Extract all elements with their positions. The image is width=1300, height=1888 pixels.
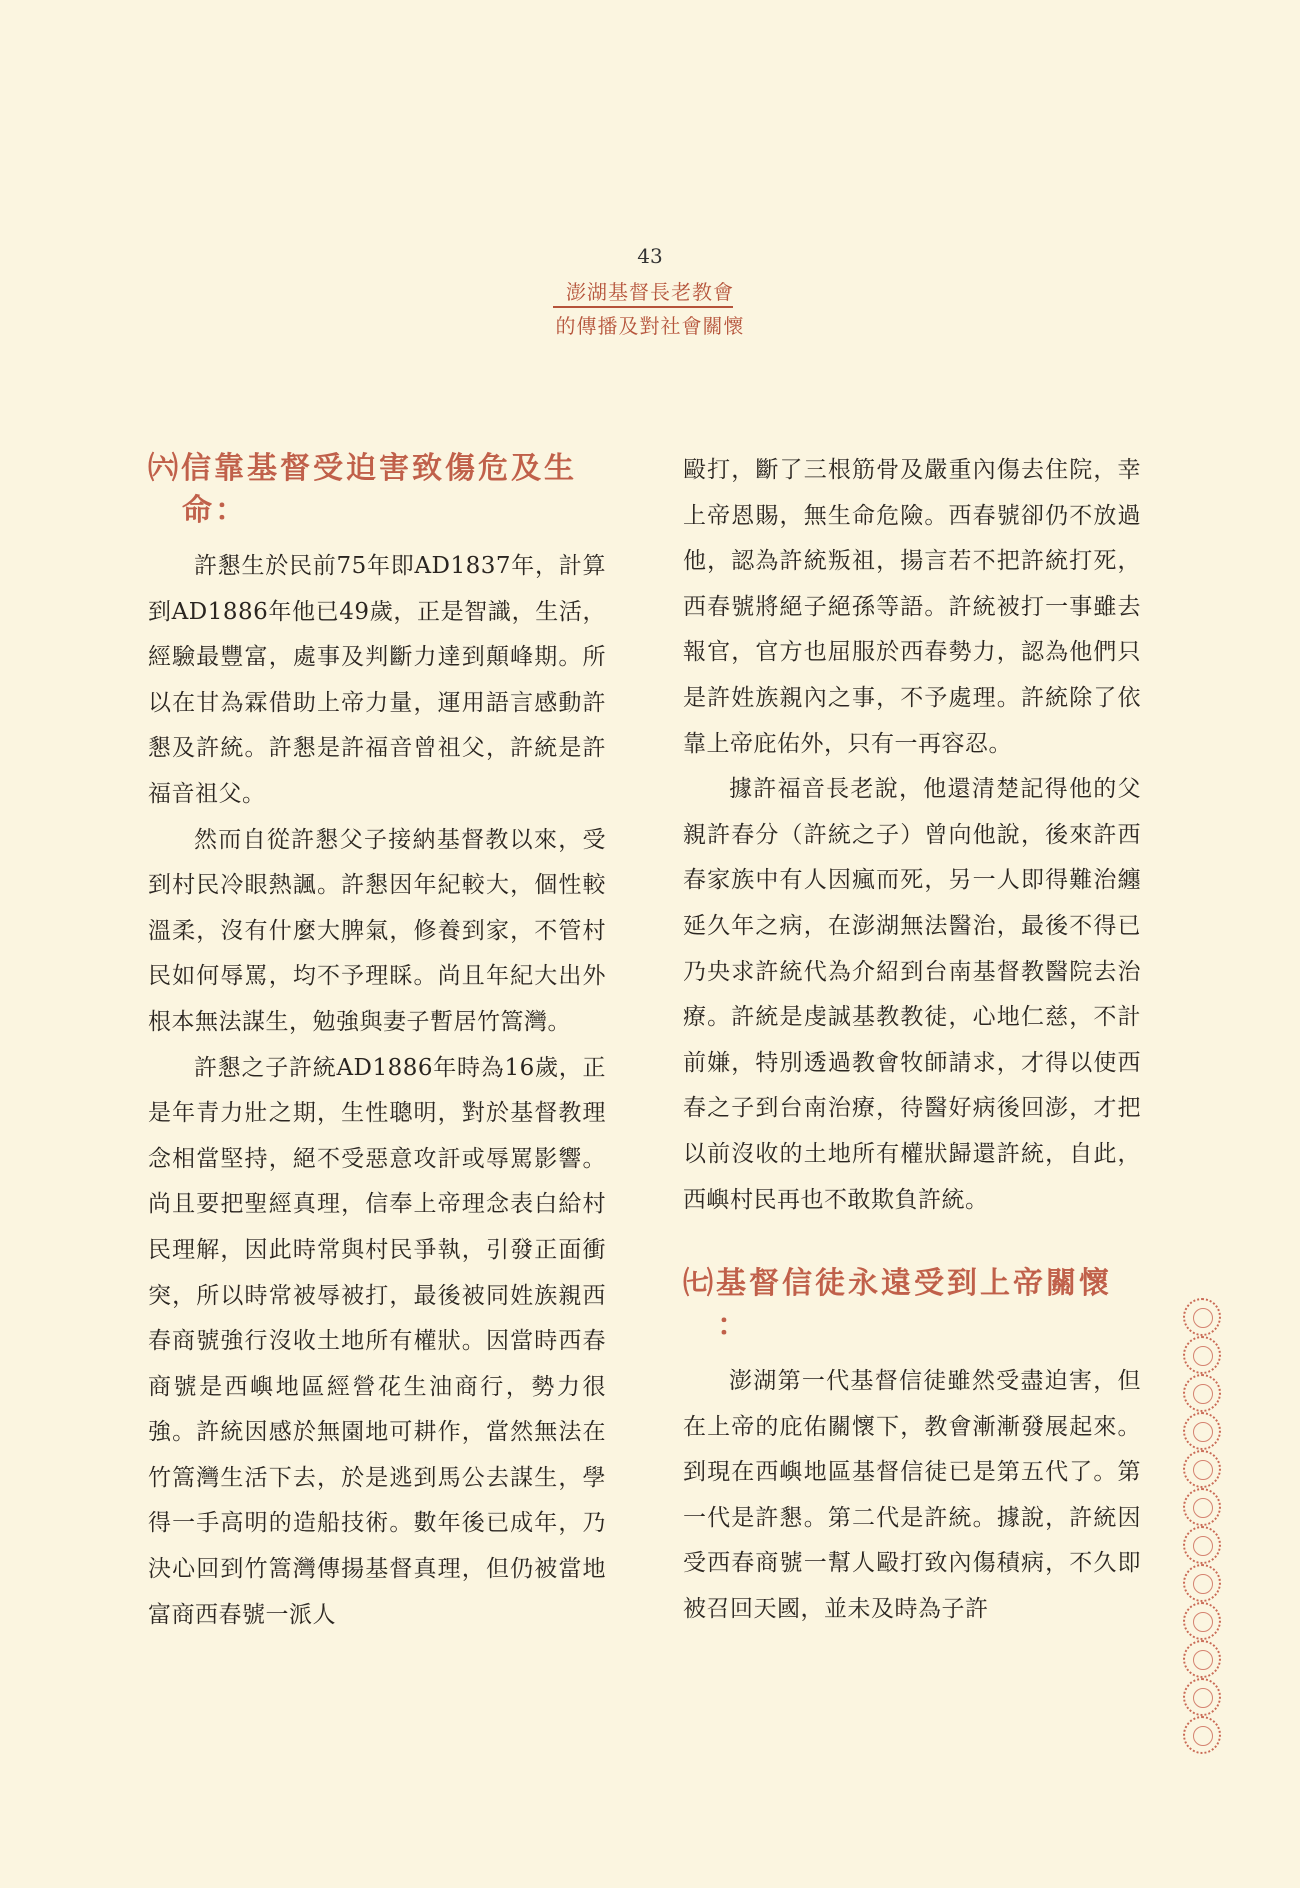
- paragraph: 然而自從許懇父子接納基督教以來，受到村民冷眼熱諷。許懇因年紀較大，個性較溫柔，沒有什麼大脾氣，修養到家，不管村民如何辱罵，均不予理睬。尚且年紀大出外根本無法謀生，勉強與妻子暫居竹篙灣。: [148, 826, 606, 1035]
- seal-ornament-icon: [1183, 1450, 1221, 1488]
- seal-ornament-icon: [1183, 1716, 1221, 1754]
- seal-ornament-icon: [1183, 1602, 1221, 1640]
- decorative-seal-border: [1183, 1298, 1223, 1758]
- page-number: 43: [637, 244, 663, 268]
- running-header-line1: 澎湖基督長老教會: [566, 280, 734, 304]
- paragraph: 毆打，斷了三根筋骨及嚴重內傷去住院，幸上帝恩賜，無生命危險。西春號卻仍不放過他，認為許統叛祖，揚言若不把許統打死，西春號將絕子絕孫等語。許統被打一事雖去報官，官方也屈服於西春勢力，認為他們只是許姓族親內之事，不予處理。許統除了依靠上帝庇佑外，只有一再容忍。: [683, 457, 1141, 757]
- paragraph: 許懇之子許統AD1886年時為16歲，正是年青力壯之期，生性聰明，對於基督教理念相當堅持，絕不受惡意攻訐或辱罵影響。尚且要把聖經真理，信奉上帝理念表白給村民理解，因此時常與村民爭執，引發正面衝突，所以時常被辱被打，最後被同姓族親西春商號強行沒收土地所有權狀。因當時西春商號是西嶼地區經營花生油商行，勢力很強。許統因感於無園地可耕作，當然無法在竹篙灣生活下去，於是逃到馬公去謀生，學得一手高明的造船技術。數年後已成年，乃決心回到竹篙灣傳揚基督真理，但仍被當地富商西春號一派人: [148, 1054, 606, 1628]
- seal-ornament-icon: [1183, 1374, 1221, 1412]
- header-divider: [553, 306, 733, 308]
- paragraph: 據許福音長老說，他還清楚記得他的父親許春分（許統之子）曾向他說，後來許西春家族中有人因瘋而死，另一人即得難治纏延久年之病，在澎湖無法醫治，最後不得已乃央求許統代為介紹到台南基督教醫院去治療。許統是虔誠基教教徒，心地仁慈，不計前嫌，特別透過教會牧師請求，才得以使西春之子到台南治療，待醫好病後回澎，才把以前沒收的土地所有權狀歸還許統，自此，西嶼村民再也不敢欺負許統。: [683, 776, 1141, 1213]
- section-6-title-line2: 命：: [182, 493, 248, 528]
- section-6-title-line1: ㈥信靠基督受迫害致傷危及生: [148, 451, 577, 486]
- seal-ornament-icon: [1183, 1298, 1221, 1336]
- paragraph: 許懇生於民前75年即AD1837年，計算到AD1886年他已49歲，正是智識，生活，經驗最豐富，處事及判斷力達到顛峰期。所以在甘為霖借助上帝力量，運用語言感動許懇及許統。許懇是許福音曾祖父，許統是許福音祖父。: [148, 553, 606, 807]
- seal-ornament-icon: [1183, 1640, 1221, 1678]
- left-column: [148, 448, 606, 1638]
- seal-ornament-icon: [1183, 1336, 1221, 1374]
- seal-ornament-icon: [1183, 1526, 1221, 1564]
- running-header-line2: 的傳播及對社會關懷: [555, 314, 745, 338]
- section-7-title-line2: ：: [717, 1308, 750, 1344]
- paragraph: 澎湖第一代基督信徒雖然受盡迫害，但在上帝的庇佑關懷下，教會漸漸發展起來。到現在西嶼地區基督信徒已是第五代了。第一代是許懇。第二代是許統。據說，許統因受西春商號一幫人毆打致內傷積病，不久即被召回天國，並未及時為子許: [683, 1368, 1141, 1623]
- seal-ornament-icon: [1183, 1678, 1221, 1716]
- section-7-title-line1: ㈦基督信徒永遠受到上帝關懷: [683, 1266, 1112, 1302]
- right-column: [683, 448, 1141, 1633]
- seal-ornament-icon: [1183, 1564, 1221, 1602]
- seal-ornament-icon: [1183, 1412, 1221, 1450]
- seal-ornament-icon: [1183, 1488, 1221, 1526]
- section-6-title: [148, 448, 606, 532]
- section-7-title: [683, 1263, 1141, 1347]
